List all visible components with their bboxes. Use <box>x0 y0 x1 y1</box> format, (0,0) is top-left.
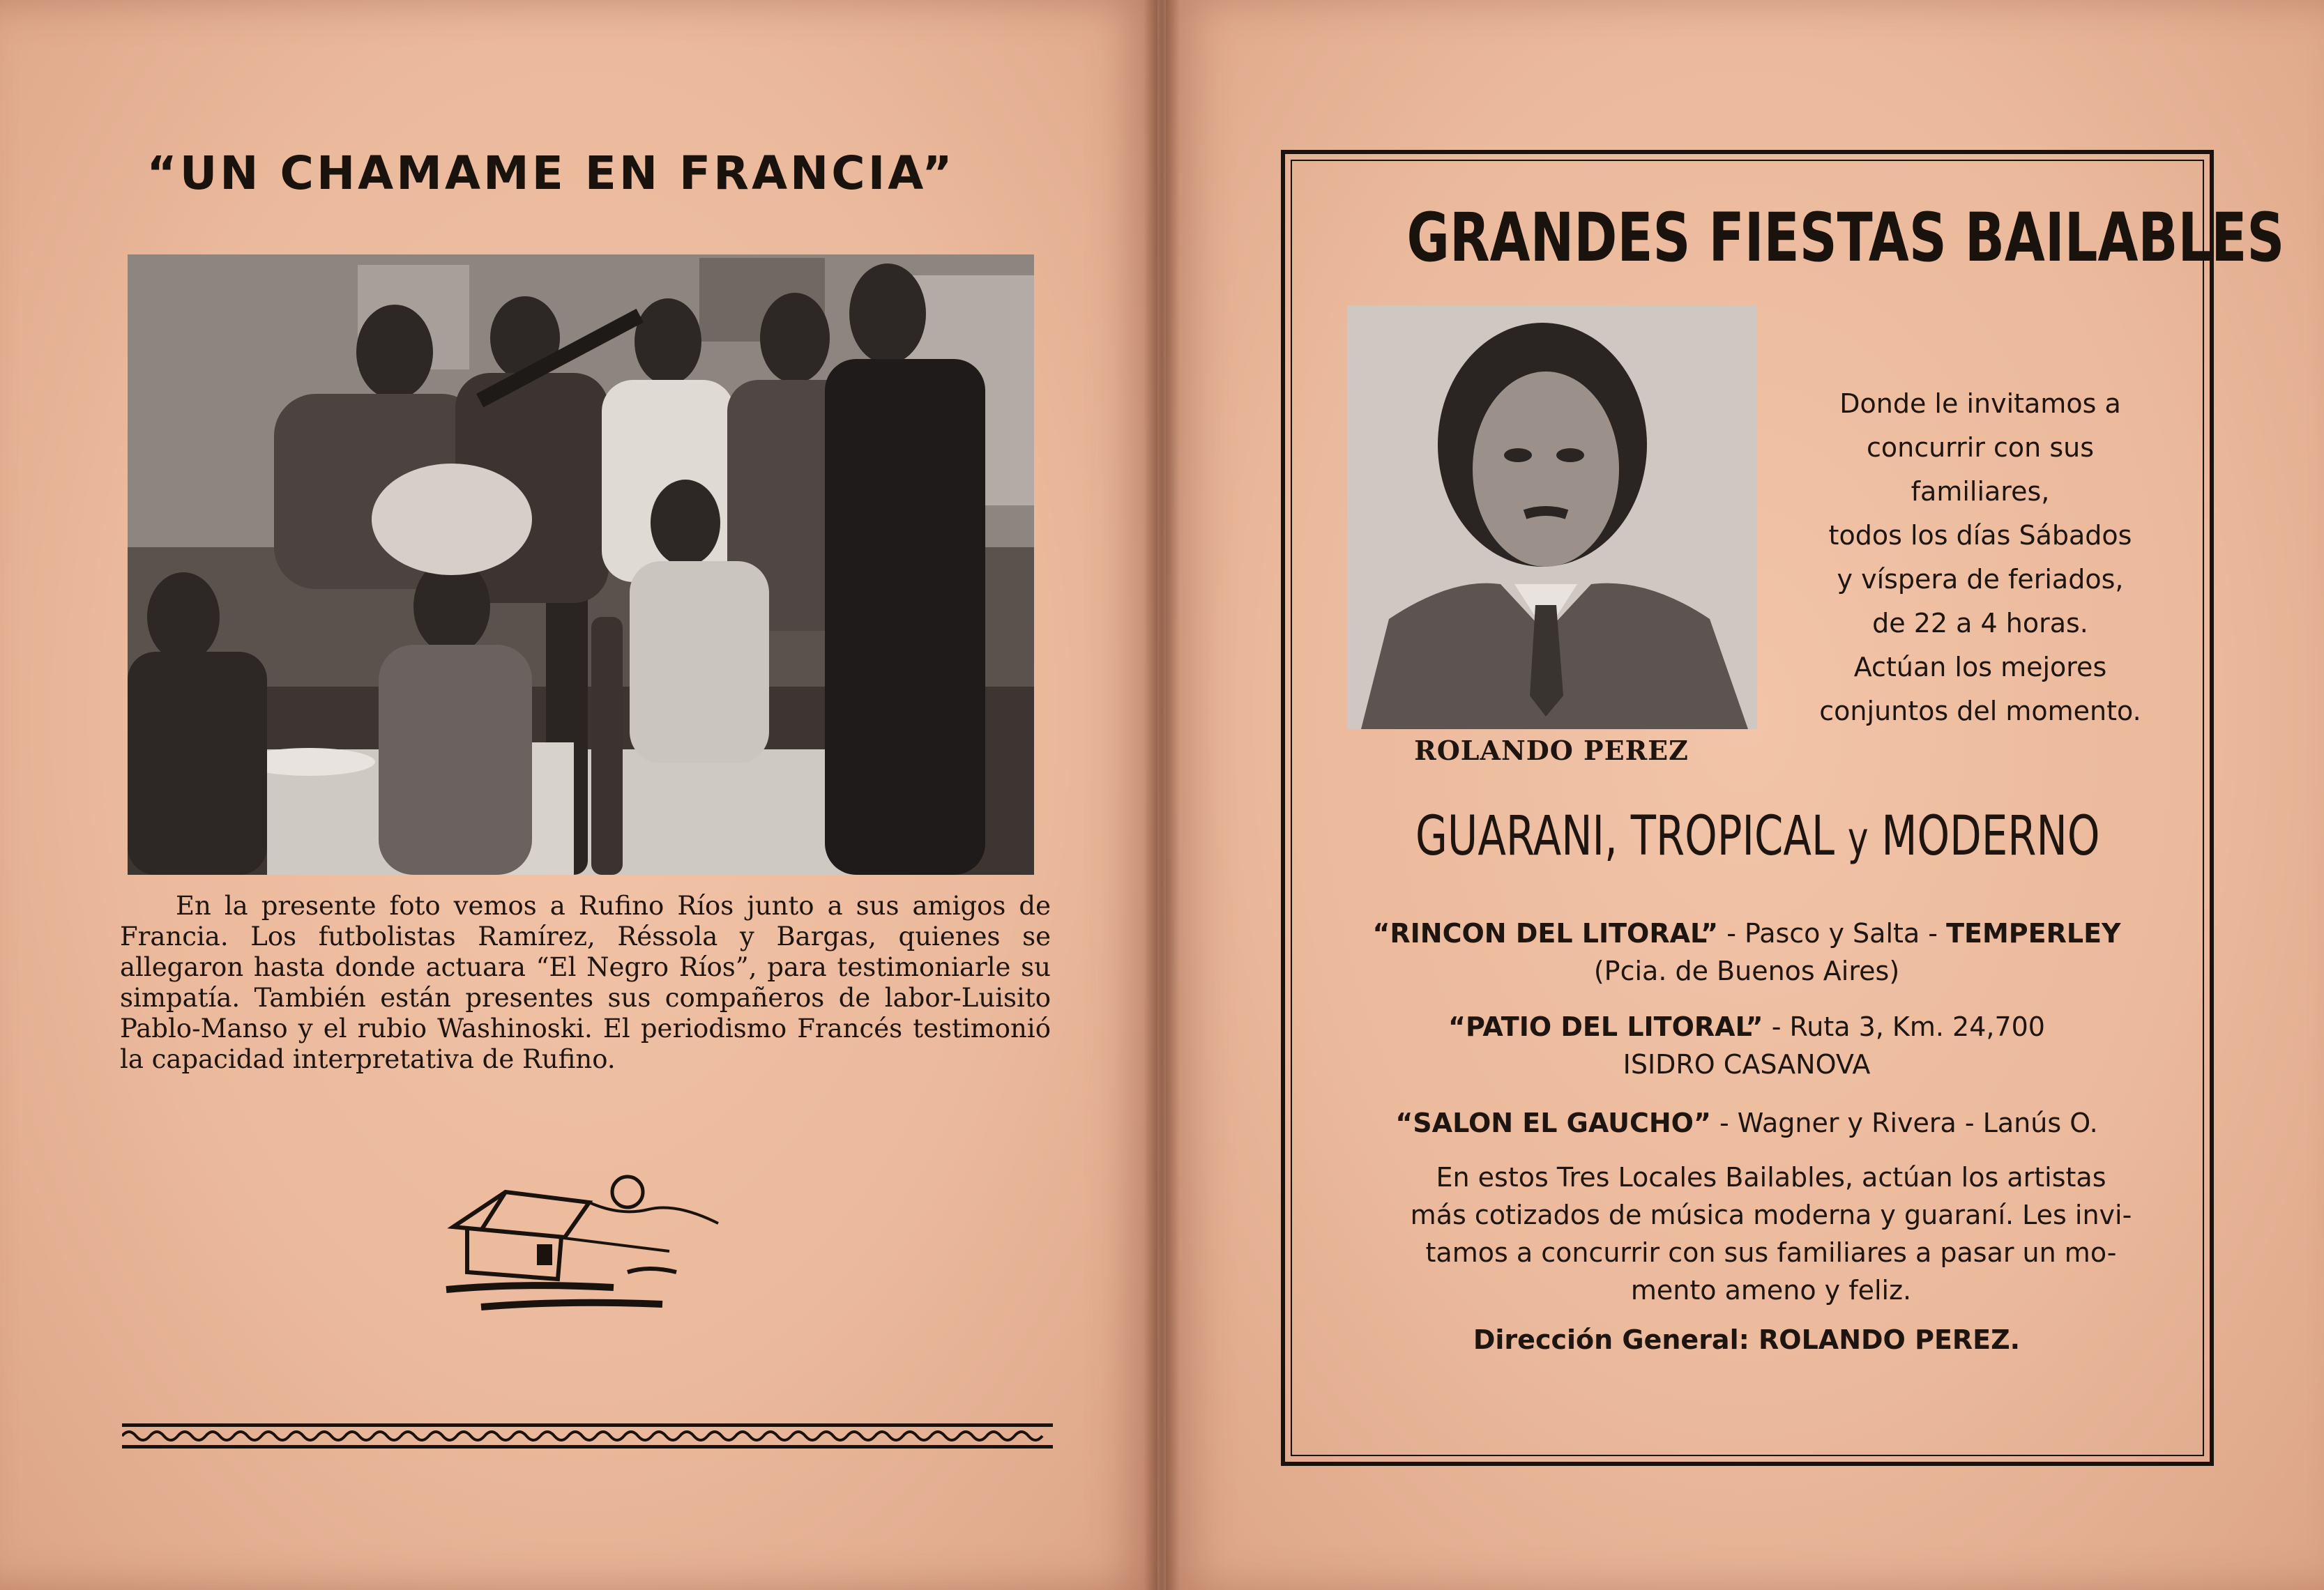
venue-name: “SALON EL GAUCHO” <box>1395 1108 1711 1138</box>
portrait-name: ROLANDO PEREZ <box>1414 735 1689 766</box>
venue-salon-el-gaucho <box>1311 1104 2182 1142</box>
venue-name: “PATIO DEL LITORAL” <box>1448 1011 1763 1042</box>
book-gutter <box>1144 0 1180 1590</box>
body-line: más cotizados de música moderna y guaraní. Les invi- <box>1410 1200 2132 1230</box>
hut-sketch-icon <box>439 1161 732 1321</box>
intro-line: conjuntos del momento. <box>1819 696 2141 726</box>
venue-line2: ISIDRO CASANOVA <box>1623 1049 1871 1080</box>
genres-part1: GUARANI, TROPICAL <box>1415 805 1835 868</box>
photo-caption-text: En la presente foto vemos a Rufino Ríos junto a sus amigos de Francia. Los futbolistas Ramírez, Réssola y Bargas, quienes se allegaron hasta donde actuara “El Negro Ríos”, para testimoniarle su simpatía. También están presentes sus compañeros de labor-Luisito Pablo-Manso y el rubio Washinoski. El periodismo Francés testimonió la capacidad interpretativa de Rufino. <box>120 891 1051 1074</box>
ad-body-text <box>1360 1159 2182 1309</box>
group-photo-illustration <box>128 254 1034 875</box>
venue-name: “RINCON DEL LITORAL” <box>1372 918 1719 949</box>
decorative-border <box>122 1422 1053 1450</box>
venue-rincon-del-litoral <box>1311 915 2182 990</box>
venue-detail: - Ruta 3, Km. 24,700 <box>1763 1011 2045 1042</box>
venue-line2: (Pcia. de Buenos Aires) <box>1593 956 1900 986</box>
genres-conjunction: y <box>1847 812 1869 866</box>
article-title: “UN CHAMAME EN FRANCIA” <box>146 146 955 200</box>
venue-detail: - Pasco y Salta - <box>1718 918 1947 949</box>
portrait-photo <box>1347 305 1757 729</box>
venue-city: TEMPERLEY <box>1946 918 2121 949</box>
venue-detail: - Wagner y Rivera - Lanús O. <box>1710 1108 2098 1138</box>
intro-line: concurrir con sus <box>1866 432 2095 463</box>
portrait-illustration <box>1347 305 1757 729</box>
venue-patio-del-litoral <box>1311 1008 2182 1083</box>
body-line: En estos Tres Locales Bailables, actúan los artistas <box>1436 1162 2106 1193</box>
ad-title: GRANDES FIESTAS BAILABLES <box>1406 199 2285 277</box>
photo-caption <box>120 891 1051 1075</box>
group-photo <box>128 254 1034 875</box>
general-direction: Dirección General: ROLANDO PEREZ. <box>1473 1324 2021 1355</box>
music-genres <box>1415 805 2100 868</box>
intro-line: familiares, <box>1911 476 2050 507</box>
genres-part2: MODERNO <box>1881 805 2100 868</box>
ad-intro <box>1778 382 2182 733</box>
intro-line: Donde le invitamos a <box>1839 388 2121 419</box>
body-line: tamos a concurrir con sus familiares a pasar un mo- <box>1425 1237 2117 1268</box>
body-line: mento ameno y feliz. <box>1630 1275 1912 1306</box>
intro-line: todos los días Sábados <box>1828 520 2132 551</box>
intro-line: de 22 a 4 horas. <box>1872 608 2088 639</box>
intro-line: y víspera de feriados, <box>1837 564 2124 595</box>
intro-line: Actúan los mejores <box>1853 652 2107 682</box>
